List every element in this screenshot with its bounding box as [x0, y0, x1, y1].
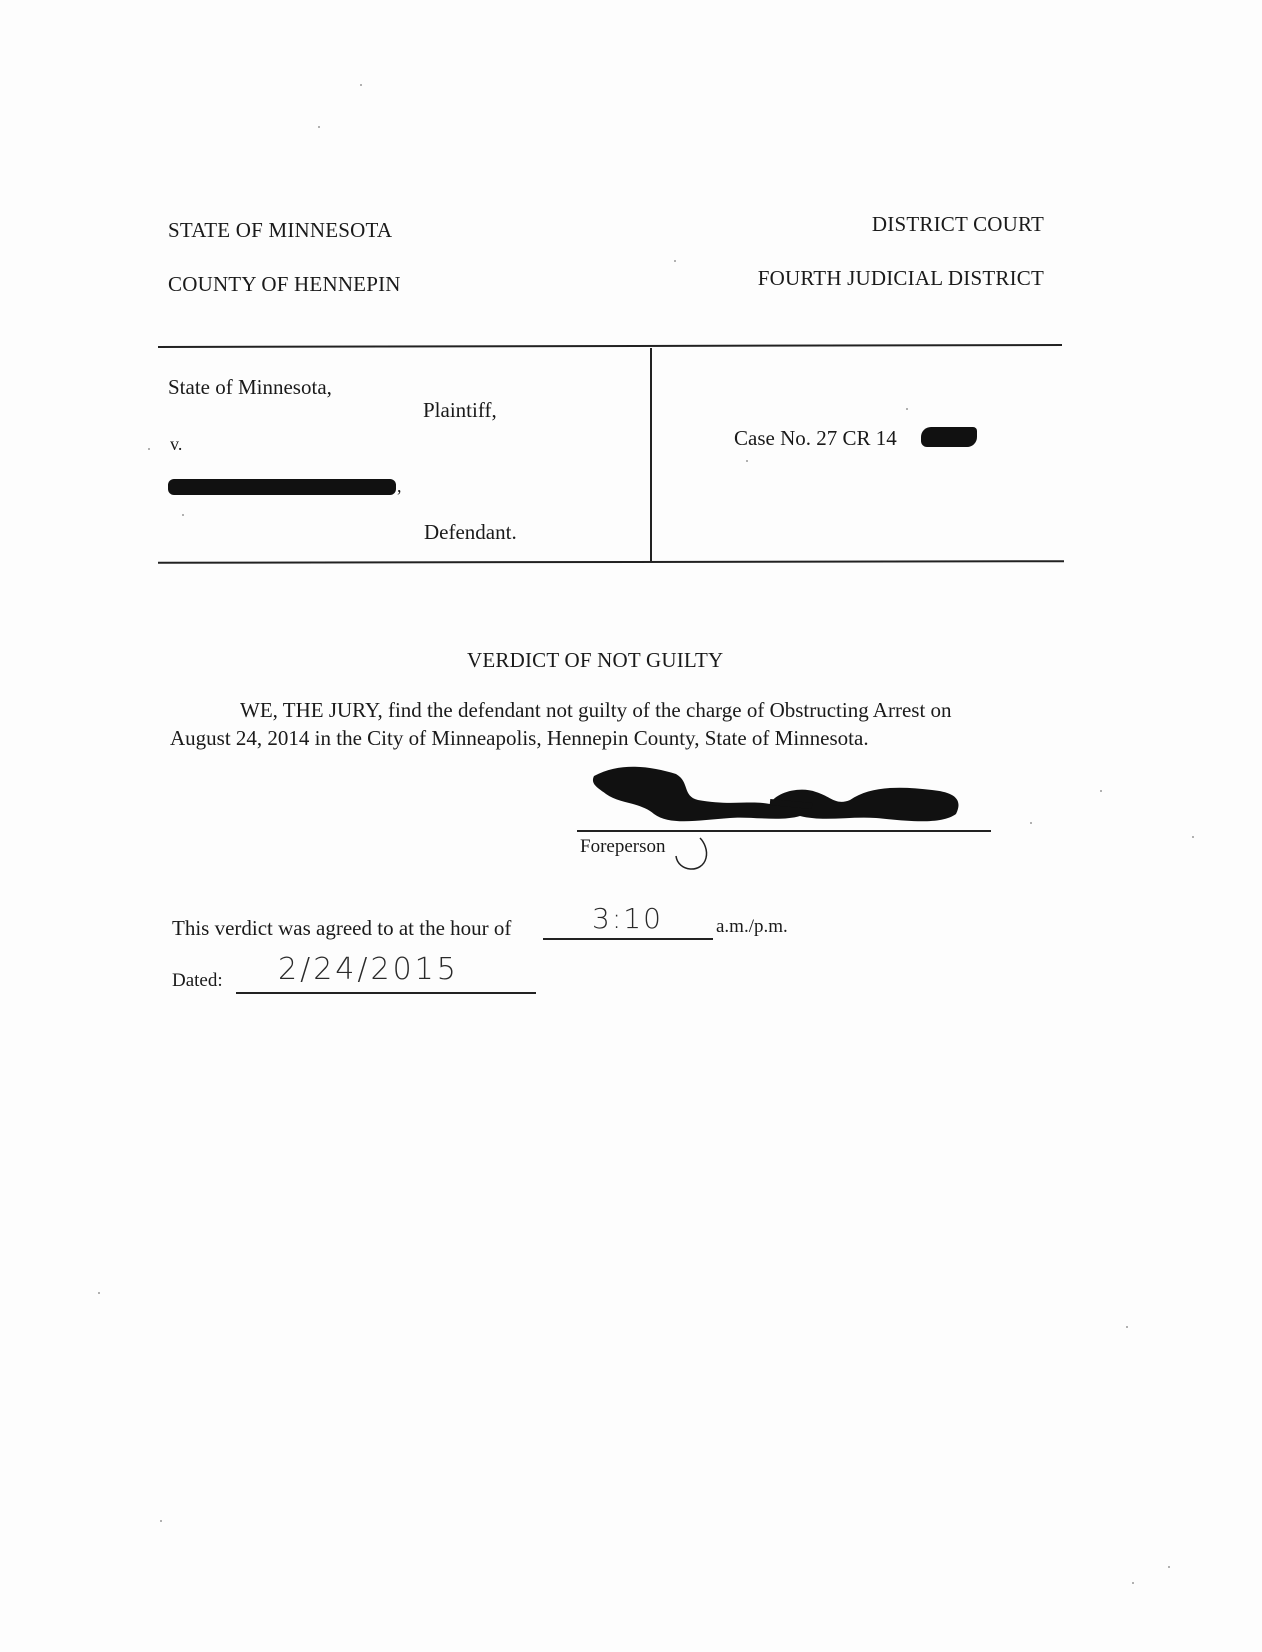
case-number: Case No. 27 CR 14 [734, 426, 897, 450]
hour-agreed-label: This verdict was agreed to at the hour of [172, 916, 512, 940]
caption-top-rule [158, 344, 1062, 348]
plaintiff-name: State of Minnesota, [168, 375, 332, 399]
scan-speck [1100, 790, 1102, 792]
defendant-name-redaction [168, 479, 396, 495]
scan-speck [674, 260, 676, 262]
scan-speck [98, 1292, 100, 1294]
scan-speck [1030, 822, 1032, 824]
verdict-title: VERDICT OF NOT GUILTY [467, 648, 724, 672]
handwritten-hour: 3:10 [592, 902, 663, 935]
scan-speck [160, 1520, 162, 1522]
verdict-text-line-2: August 24, 2014 in the City of Minneapolis, Hennepin County, State of Minnesota. [170, 726, 869, 750]
am-pm-label: a.m./p.m. [716, 916, 788, 937]
scan-speck [182, 514, 184, 516]
signature-flourish [666, 836, 716, 876]
defendant-label: Defendant. [424, 520, 517, 544]
scan-speck [1132, 1582, 1134, 1584]
versus-label: v. [170, 434, 183, 454]
scan-speck [1168, 1566, 1170, 1568]
scan-speck [746, 460, 748, 462]
plaintiff-label: Plaintiff, [423, 398, 497, 422]
case-number-redaction [921, 427, 977, 447]
dated-blank-line [236, 992, 536, 994]
scan-speck [1126, 1326, 1128, 1328]
state-header: STATE OF MINNESOTA [168, 218, 393, 242]
foreperson-label: Foreperson [580, 836, 666, 857]
district-header: FOURTH JUDICIAL DISTRICT [757, 266, 1044, 290]
dated-label: Dated: [172, 970, 223, 991]
scan-speck [148, 448, 150, 450]
scan-speck [318, 126, 320, 128]
county-header: COUNTY OF HENNEPIN [168, 272, 401, 296]
scan-speck [360, 84, 362, 86]
foreperson-signature-redaction [580, 756, 1000, 836]
handwritten-date: 2/24/2015 [278, 952, 459, 987]
court-header: DISTRICT COURT [871, 212, 1044, 236]
scan-speck [1192, 836, 1194, 838]
verdict-text-line-1: WE, THE JURY, find the defendant not guilty of the charge of Obstructing Arrest on [240, 698, 952, 722]
foreperson-signature-line [577, 830, 991, 832]
hour-blank-line [543, 938, 713, 940]
scan-speck [906, 408, 908, 410]
caption-divider [650, 348, 652, 562]
defendant-name-comma: , [397, 476, 402, 496]
caption-bottom-rule [158, 560, 1064, 564]
